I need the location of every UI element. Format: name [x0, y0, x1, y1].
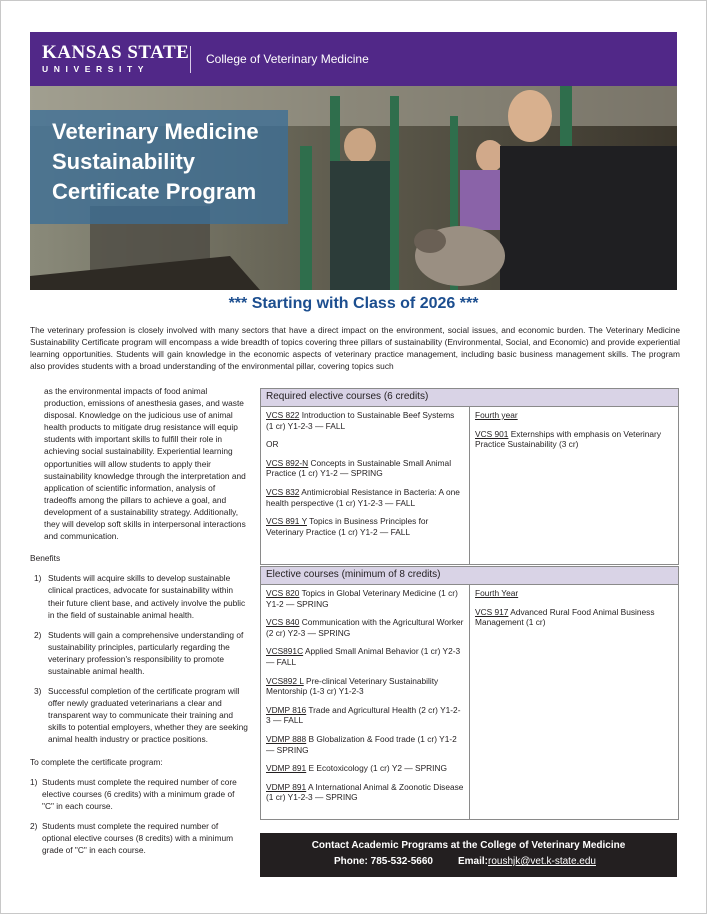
program-title-line-1: Veterinary Medicine [52, 119, 259, 144]
requirement-text: Students must complete the required number of core elective courses (6 credits) with a minimum grade of "C" in each course. [42, 776, 237, 811]
course-description: Antimicrobial Resistance in Bacteria: A one health perspective (1 cr) Y1-2-3 — FALL [266, 486, 460, 508]
course-entry [475, 607, 673, 628]
course-code-link[interactable]: VCS 822 [266, 410, 300, 420]
course-entry [475, 429, 673, 450]
course-entry [266, 763, 464, 774]
completion-heading: To complete the certificate program: [30, 756, 163, 767]
benefit-text: Students will acquire skills to develop sustainable clinical practices, advocate for sustainability within their future client base, and actively involve the public in the field of sustainable animal health. [48, 573, 246, 620]
elective-courses-years-1-3 [261, 585, 470, 819]
course-entry [266, 617, 464, 638]
benefit-text: Students will gain a comprehensive understanding of sustainability principles, particularly regarding the veterinary profession's responsibility to promote sustainable animal health. [48, 629, 244, 676]
course-description: Topics in Global Veterinary Medicine (1 cr) Y1-2 — SPRING [266, 588, 458, 609]
course-code-link[interactable]: VDMP 891 [266, 763, 307, 774]
benefit-number: 2) [34, 629, 42, 640]
course-entry [266, 516, 464, 537]
course-code-link[interactable]: VDMP 816 [266, 704, 307, 715]
intro-paragraph: The veterinary profession is closely involved with many sectors that have a direct impact on the environment, social issues, and economic burden. The Veterinary Medicine Sustainability Certificate program will encompass a wide breadth of topics covering three pillars of sustainability (Environmental, Social, and Economic) and provide experiential learning opportunities. Students will gain knowledge in the economic aspects of veterinary practice management, including basic business management skills. The program also provides students with a broad understanding of the environmental pillar, covering topics such [30, 325, 680, 372]
course-entry [266, 588, 464, 609]
course-entry [266, 734, 464, 755]
title-box [30, 110, 288, 224]
header-bar [30, 32, 677, 86]
required-courses-fourth-year [470, 407, 678, 564]
course-entry [266, 458, 464, 479]
elective-courses-fourth-year [470, 585, 678, 819]
elective-courses-header: Elective courses (minimum of 8 credits) [261, 567, 678, 585]
course-entry [266, 705, 464, 726]
logo-wordmark: KANSAS STATE [42, 42, 190, 63]
course-code-link[interactable]: VCS 832 [266, 486, 300, 497]
benefits-heading: Benefits [30, 553, 61, 564]
fourth-year-heading: Fourth year [475, 410, 518, 420]
contact-box [260, 833, 677, 877]
course-code-link[interactable]: VCS 917 [475, 606, 509, 617]
benefit-item [34, 629, 248, 677]
requirement-item [30, 776, 248, 812]
requirement-text: Students must complete the required number of optional elective courses (8 credits) with a minimum grade of "C" in each course. [42, 820, 234, 856]
course-description: B Globalization & Food trade (1 cr) Y1-2 — SPRING [266, 733, 457, 755]
course-entry [266, 487, 464, 508]
requirement-number: 2) [30, 820, 38, 831]
required-courses-body [261, 407, 678, 564]
header-divider [190, 46, 191, 73]
course-code-link[interactable]: VCS 891 Y [266, 516, 307, 527]
course-entry [266, 676, 464, 697]
benefit-item [34, 685, 248, 745]
requirement-item [30, 820, 248, 856]
or-separator: OR [266, 439, 279, 450]
contact-title: Contact Academic Programs at the College of Veterinary Medicine [311, 840, 626, 851]
benefit-item [34, 572, 248, 620]
course-description: A International Animal & Zoonotic Disease (1 cr) Y1-2-3 — SPRING [266, 781, 464, 803]
course-code-link[interactable]: VCS 901 [475, 428, 509, 439]
program-title-line-3: Certificate Program [52, 179, 257, 204]
college-name: College of Veterinary Medicine [206, 52, 369, 66]
contact-email-link[interactable]: roushjk@vet.k-state.edu [488, 856, 596, 867]
elective-courses-table [260, 566, 679, 820]
course-code-link[interactable]: VDMP 888 [266, 733, 307, 744]
required-courses-table [260, 388, 679, 565]
course-description: Externships with emphasis on Veterinary Practice Sustainability (3 cr) [475, 428, 661, 450]
course-description: Trade and Agricultural Health (2 cr) Y1-2-3 — FALL [266, 704, 461, 726]
course-description: Communication with the Agricultural Worker (2 cr) Y2-3 — SPRING [266, 617, 464, 638]
course-description: Advanced Rural Food Animal Business Management (1 cr) [475, 606, 655, 628]
course-code-link[interactable]: VCS 892-N [266, 457, 309, 468]
required-courses-header: Required elective courses (6 credits) [261, 389, 678, 407]
course-description: Introduction to Sustainable Beef Systems (1 cr) Y1-2-3 — FALL [266, 410, 455, 431]
benefit-number: 1) [34, 573, 42, 584]
fourth-year-heading: Fourth Year [475, 588, 519, 598]
course-code-link[interactable]: VCS891C [266, 646, 304, 657]
elective-courses-body [261, 585, 678, 819]
starting-banner: *** Starting with Class of 2026 *** [228, 295, 479, 312]
course-code-link[interactable]: VCS 820 [266, 588, 300, 598]
requirement-number: 1) [30, 776, 38, 787]
benefit-number: 3) [34, 686, 42, 697]
benefit-text: Successful completion of the certificate program will offer newly graduated veterinarians a clear and transparent way to communicate their training and skills to potential employers, whether they are seeking animal health industry or practice positions. [48, 686, 248, 745]
course-description: Topics in Business Principles for Veterinary Practice (1 cr) Y1-2 — FALL [266, 516, 429, 537]
required-courses-years-1-3 [261, 407, 470, 564]
logo-subtext: UNIVERSITY [42, 64, 150, 74]
contact-phone: Phone: 785-532-5660 [334, 856, 433, 867]
course-description: Pre-clinical Veterinary Sustainability Mentorship (1-3 cr) Y1-2-3 [266, 675, 439, 697]
course-code-link[interactable]: VCS892 L [266, 675, 304, 686]
contact-email-label: Email: [458, 856, 489, 867]
hero-photo [30, 86, 677, 290]
course-entry [266, 782, 464, 803]
course-description: Applied Small Animal Behavior (1 cr) Y2-3 — FALL [266, 646, 461, 667]
course-entry [266, 646, 464, 667]
left-column [30, 385, 248, 856]
university-logo[interactable] [42, 43, 189, 75]
intro-continued: as the environmental impacts of food animal production, emissions of anesthesia gases, and waste disposal. Knowledge on the judicious use of animal health products to mitigate drug resistance will equip students with important skills to fulfill their role in achieving social sustainability. Experiential learning opportunities will allow students to apply their sustainability knowledge through the interpretation and application of scientific information, analysis of tradeoffs among the pillars to achieve a goal, and development of a sustainability strategy. Additionally, they will develop soft skills in interpersonal interactions and communication. [44, 386, 246, 542]
course-description: Concepts in Sustainable Small Animal Practice (1 cr) Y1-2 — SPRING [266, 457, 452, 479]
course-code-link[interactable]: VDMP 891 [266, 781, 307, 792]
course-code-link[interactable]: VCS 840 [266, 617, 300, 628]
course-description: E Ecotoxicology (1 cr) Y2 — SPRING [306, 763, 448, 774]
course-entry [266, 410, 464, 431]
program-title-line-2: Sustainability [52, 149, 196, 174]
